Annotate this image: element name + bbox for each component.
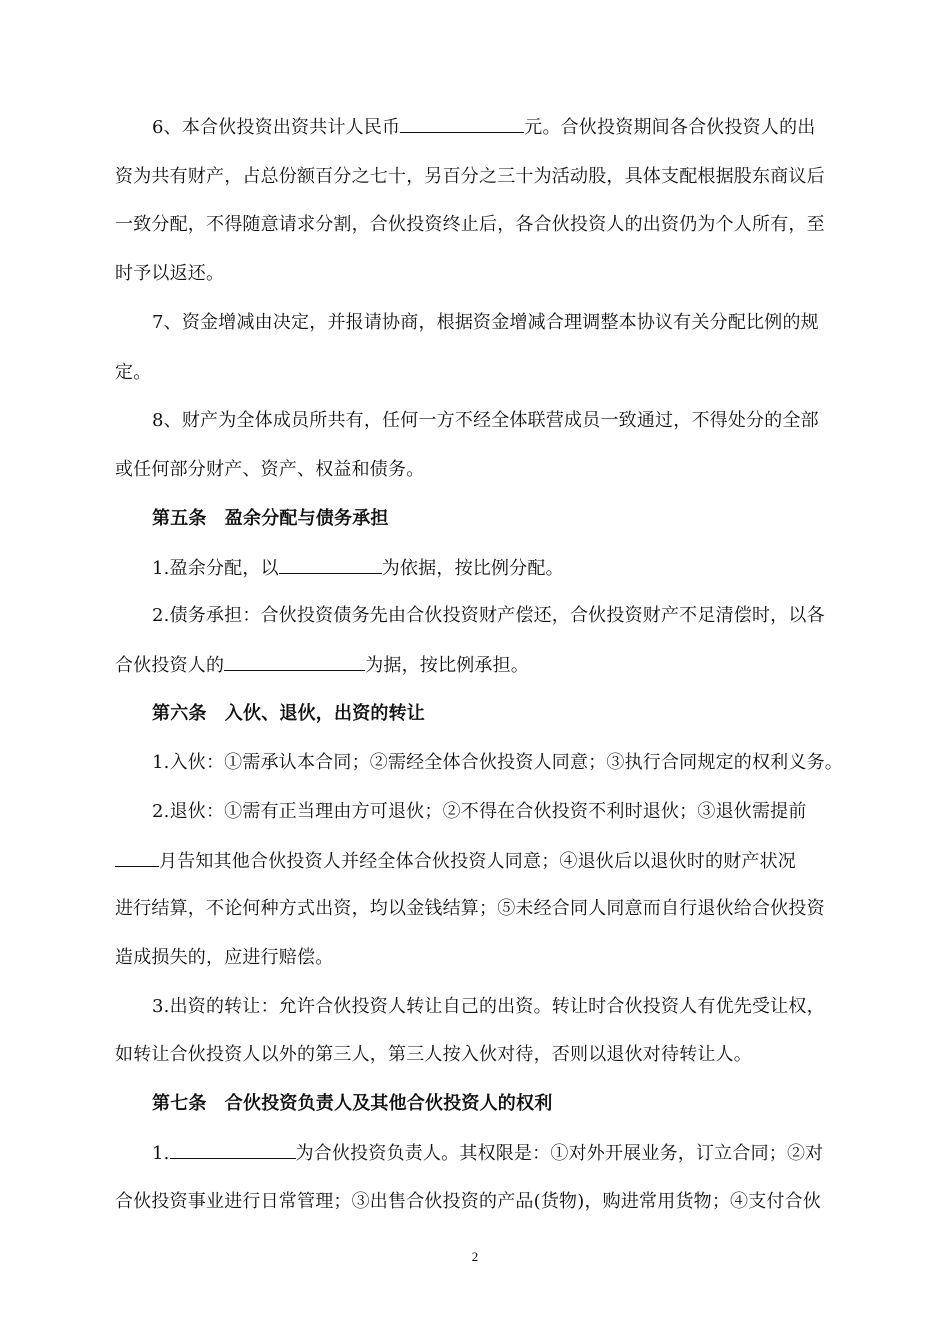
article-6-item-2-line-2 [115,849,840,874]
article-5-heading: 第五条 盈余分配与债务承担 [152,508,389,529]
article-6-item-2-line-1: 2.退伙：①需有正当理由方可退伙；②不得在合伙投资不利时退伙；③退伙需提前 [152,801,807,822]
article-6-item-2-line-3: 进行结算，不论何种方式出资，均以金钱结算；⑤未经合同人同意而自行退伙给合伙投资 [115,898,825,919]
page-number: 2 [471,1249,479,1264]
text-segment: 元。合伙投资期间各合伙投资人的出 [524,117,816,138]
article-5-item-2-line-2 [115,653,840,678]
text-segment: 合伙投资人的 [115,655,225,676]
clause-6-line-4: 时予以返还。 [115,263,225,284]
text-segment: 为依据，按比例分配。 [381,558,564,579]
article-6-item-3-line-2: 如转让合伙投资人以外的第三人，第三人按入伙对待，否则以退伙对待转让人。 [115,1044,752,1065]
article-6-item-1: 1.入伙：①需承认本合同；②需经全体合伙投资人同意；③执行合同规定的权利义务。 [152,752,843,773]
blank-basis [279,556,382,574]
clause-8-line-1: 8、财产为全体成员所共有，任何一方不经全体联营成员一致通过，不得处分的全部 [152,410,819,431]
blank-basis [224,653,365,671]
text-segment: 1.盈余分配，以 [152,558,279,579]
article-7-item-1-line-1 [152,1141,842,1166]
blank-amount [400,115,524,133]
article-6-item-3-line-1: 3.出资的转让：允许合伙投资人转让自己的出资。转让时合伙投资人有优先受让权， [152,996,825,1017]
clause-6-line-1 [152,115,842,140]
text-segment: 为据，按比例承担。 [365,655,530,676]
text-segment: 月告知其他合伙投资人并经全体合伙投资人同意；④退伙后以退伙时的财产状况 [159,851,796,872]
clause-6-line-2: 资为共有财产，占总份额百分之七十，另百分之三十为活动股，具体支配根据股东商议后 [115,166,825,187]
text-segment: 为合伙投资负责人。其权限是：①对外开展业务，订立合同；②对 [295,1143,824,1164]
article-5-item-1 [152,556,842,581]
blank-months [115,849,159,867]
article-7-item-1-line-2: 合伙投资事业进行日常管理；③出售合伙投资的产品(货物)，购进常用货物；④支付合伙 [115,1191,822,1212]
article-6-heading: 第六条 入伙、退伙，出资的转让 [152,703,425,724]
clause-7-line-1: 7、资金增减由决定，并报请协商，根据资金增减合理调整本协议有关分配比例的规 [152,312,819,333]
clause-6-line-3: 一致分配，不得随意请求分割，合伙投资终止后，各合伙投资人的出资仍为个人所有，至 [115,214,825,235]
text-segment: 1. [152,1143,170,1164]
article-7-heading: 第七条 合伙投资负责人及其他合伙投资人的权利 [152,1093,553,1114]
article-6-item-2-line-4: 造成损失的，应进行赔偿。 [115,947,334,968]
text-segment: 6、本合伙投资出资共计人民币 [152,117,401,138]
blank-responsible-person [170,1141,296,1159]
clause-7-line-2: 定。 [115,362,152,383]
clause-8-line-2: 或任何部分财产、资产、权益和债务。 [115,459,425,480]
article-5-item-2-line-1: 2.债务承担：合伙投资债务先由合伙投资财产偿还，合伙投资财产不足清偿时，以各 [152,605,825,626]
